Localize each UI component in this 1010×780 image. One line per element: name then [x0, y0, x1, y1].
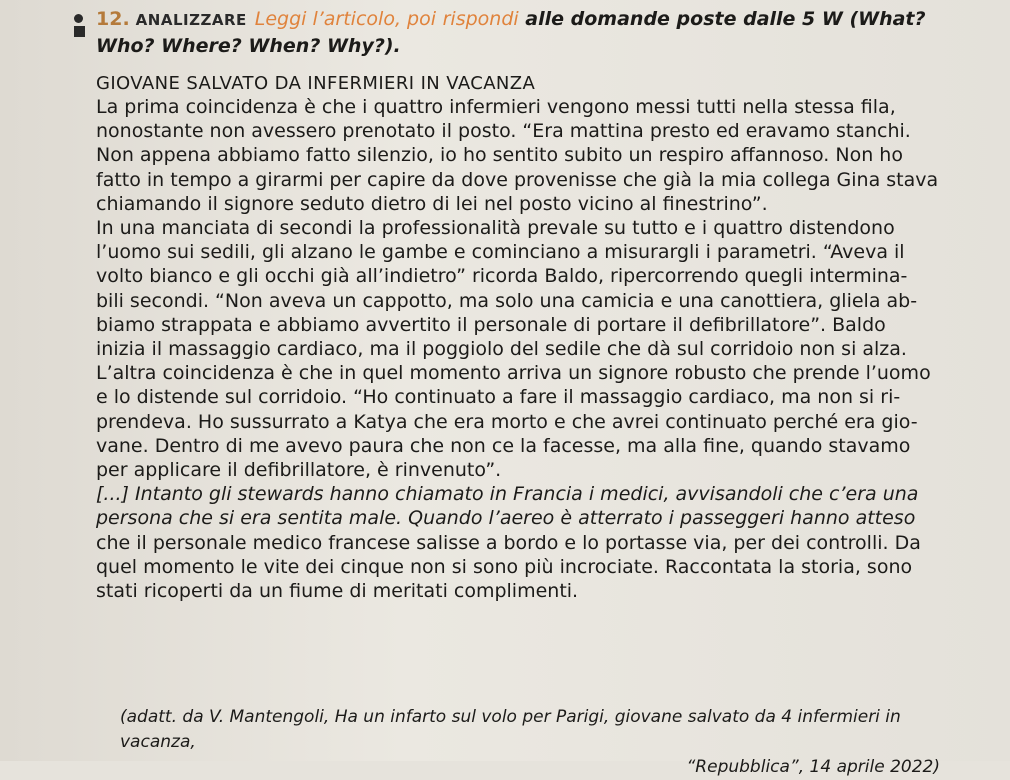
article-line: nonostante non avessero prenotato il posto. “Era mattina presto ed eravamo stanchi.: [96, 120, 911, 143]
article-line: In una manciata di secondi la professionalità prevale su tutto e i quattro distendono: [96, 217, 895, 240]
bullet-icon: [74, 14, 83, 23]
article-line: [...] Intanto gli stewards hanno chiamato in Francia i medici, avvisandoli che c’era una: [96, 483, 919, 506]
instruction-part-a: Leggi l’articolo, poi: [254, 8, 436, 30]
article-line: quel momento le vite dei cinque non si sono più incrociate. Raccontata la storia, sono: [96, 555, 913, 578]
exercise-marker: [74, 14, 88, 37]
article-line: vane. Dentro di me avevo paura che non ce la facesse, ma alla fine, quando stavamo: [96, 434, 911, 457]
article-line: e lo distende sul corridoio. “Ho continuato a fare il massaggio cardiaco, ma non si ri-: [96, 386, 901, 409]
article-line: volto bianco e gli occhi già all’indietro” ricorda Baldo, ripercorrendo quegli intermina-: [96, 265, 908, 288]
article-source: [120, 705, 940, 780]
article-title: GIOVANE SALVATO DA INFERMIERI IN VACANZA: [96, 73, 536, 94]
article-line: stati ricoperti da un fiume di meritati complimenti.: [96, 580, 579, 603]
exercise-header: [96, 6, 976, 59]
square-icon: [74, 26, 85, 37]
instruction-part-c: alle domande poste dalle 5 W (What?: [525, 8, 926, 30]
article-line: inizia il massaggio cardiaco, ma il poggiolo del sedile che dà sul corridoio non si alza.: [96, 338, 907, 361]
article-line: L’altra coincidenza è che in quel momento arriva un signore robusto che prende l’uomo: [96, 362, 931, 385]
article-line: biamo strappata e abbiamo avvertito il personale di portare il defibrillatore”. Baldo: [96, 313, 886, 336]
article-line: fatto in tempo a girarmi per capire da dove provenisse che già la mia collega Gina stava: [96, 168, 939, 191]
source-line-1: (adatt. da V. Mantengoli, Ha un infarto sul volo per Parigi, giovane salvato da 4 infermieri in vacanza,: [120, 707, 901, 752]
exercise-keyword: ANALIZZARE: [135, 11, 247, 29]
instruction-line-2: Who? Where? When? Why?).: [96, 35, 401, 57]
instruction-part-b: rispondi: [442, 8, 519, 30]
article-line: bili secondi. “Non aveva un cappotto, ma solo una camicia e una canottiera, gliela ab-: [96, 289, 918, 312]
article-body: [96, 95, 946, 603]
article-line: l’uomo sui sedili, gli alzano le gambe e cominciano a misurargli i parametri. “Aveva il: [96, 241, 905, 264]
article-line: per applicare il defibrillatore, è rinvenuto”.: [96, 459, 502, 482]
article-line: che il personale medico francese salisse a bordo e lo portasse via, per dei controlli. Da: [96, 531, 921, 554]
article-line: La prima coincidenza è che i quattro infermieri vengono messi tutti nella stessa fila,: [96, 96, 896, 118]
article-line: persona che si era sentita male. Quando l’aereo è atterrato i passeggeri hanno atteso: [96, 507, 916, 530]
article-line: prendeva. Ho sussurrato a Katya che era morto e che avrei continuato perché era gio-: [96, 410, 918, 433]
source-line-2: “Repubblica”, 14 aprile 2022): [686, 757, 940, 777]
exercise-number: 12.: [96, 8, 130, 30]
article-line: Non appena abbiamo fatto silenzio, io ho sentito subito un respiro affannoso. Non ho: [96, 144, 903, 167]
article-line: chiamando il signore seduto dietro di lei nel posto vicino al finestrino”.: [96, 192, 768, 215]
